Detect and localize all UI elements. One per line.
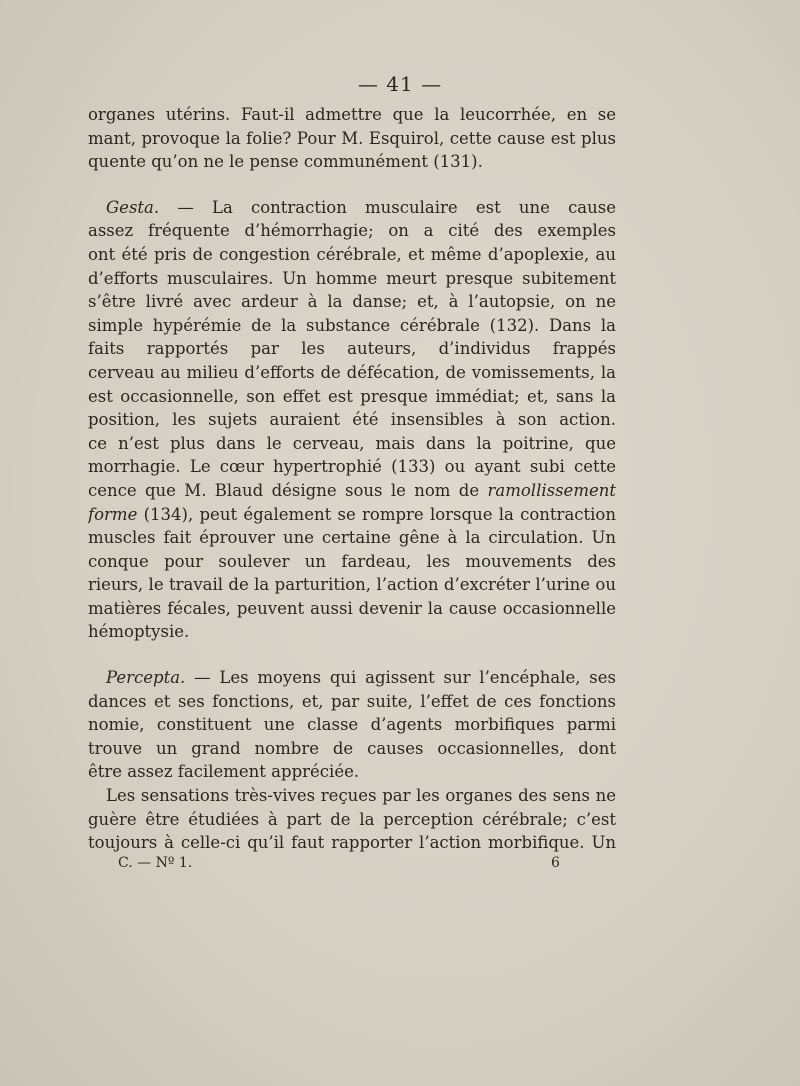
text-line: quente qu’on ne le pense communément (131). [88,152,483,172]
text-line: Percepta. — Les moyens qui agissent sur l’encéphale, ses [106,668,616,688]
text-line: s’être livré avec ardeur à la danse; et, à l’autopsie, on ne [88,292,616,312]
text-line: guère être étudiées à part de la perception cérébrale; c’est [88,809,616,829]
text-line: simple hypérémie de la substance cérébrale (132). Dans la [88,315,616,335]
text-line: muscles fait éprouver une certaine gêne à la circulation. Un [88,528,616,548]
text-line: morrhagie. Le cœur hypertrophié (133) ou ayant subi cette [88,457,616,477]
text-line: d’efforts musculaires. Un homme meurt presque subitement [88,268,616,288]
text-line: matières fécales, peuvent aussi devenir la cause occasionnelle [88,598,616,618]
text-line: Gesta. — La contraction musculaire est une cause [106,197,616,217]
text-line: mant, provoque la folie? Pour M. Esquirol, cette cause est plus [88,128,616,148]
paragraph-4 [88,784,616,855]
text-line: ont été pris de congestion cérébrale, et même d’apoplexie, au [88,244,616,264]
text-line: être assez facilement appréciée. [88,762,360,782]
text-line: Les sensations très-vives reçues par les organes des sens ne [106,786,616,806]
italic-term: ramollissement [487,480,616,500]
text-line: dances et ses fonctions, et, par suite, l’effet de ces fonctions [88,691,616,711]
text-line: assez fréquente d’hémorrhagie; on a cité des exemples [88,221,616,241]
text-line: hémoptysie. [88,622,190,642]
text-line: rieurs, le travail de la parturition, l’action d’excréter l’urine ou [88,575,616,595]
section-label: Percepta. [106,668,186,688]
signature-mark: C. — Nº 1. [118,855,193,871]
page-number: — 41 — [357,72,443,96]
text-line: faits rapportés par les auteurs, d’individus frappés [88,339,616,359]
section-label: Gesta. [106,197,160,217]
text-line: ce n’est plus dans le cerveau, mais dans la poitrine, que [88,433,616,453]
paragraph-percepta [88,666,616,784]
text-line: forme (134), peut également se rompre lorsque la contraction [88,504,616,524]
text-line: cence que M. Blaud désigne sous le nom de ramollissement [88,479,616,503]
text-line: est occasionnelle, son effet est presque immédiat; et, sans la [88,386,616,406]
text-line: trouve un grand nombre de causes occasionnelles, dont [88,738,616,758]
text-line: cerveau au milieu d’efforts de défécation, de vomissements, la [88,362,616,382]
paragraph-1 [88,103,616,174]
body-text [88,103,616,855]
sheet-number: 6 [551,855,560,871]
text-line: nomie, constituent une classe d’agents morbifiques parmi [88,715,616,735]
text-line: organes utérins. Faut-il admettre que la leucorrhée, en se [88,105,616,124]
paragraph-gesta [88,196,616,644]
text-line: toujours à celle-ci qu’il faut rapporter l’action morbifique. Un [88,833,616,853]
text-line: conque pour soulever un fardeau, les mouvements des [88,551,616,571]
text-line: position, les sujets auraient été insensibles à son action. [88,410,616,430]
